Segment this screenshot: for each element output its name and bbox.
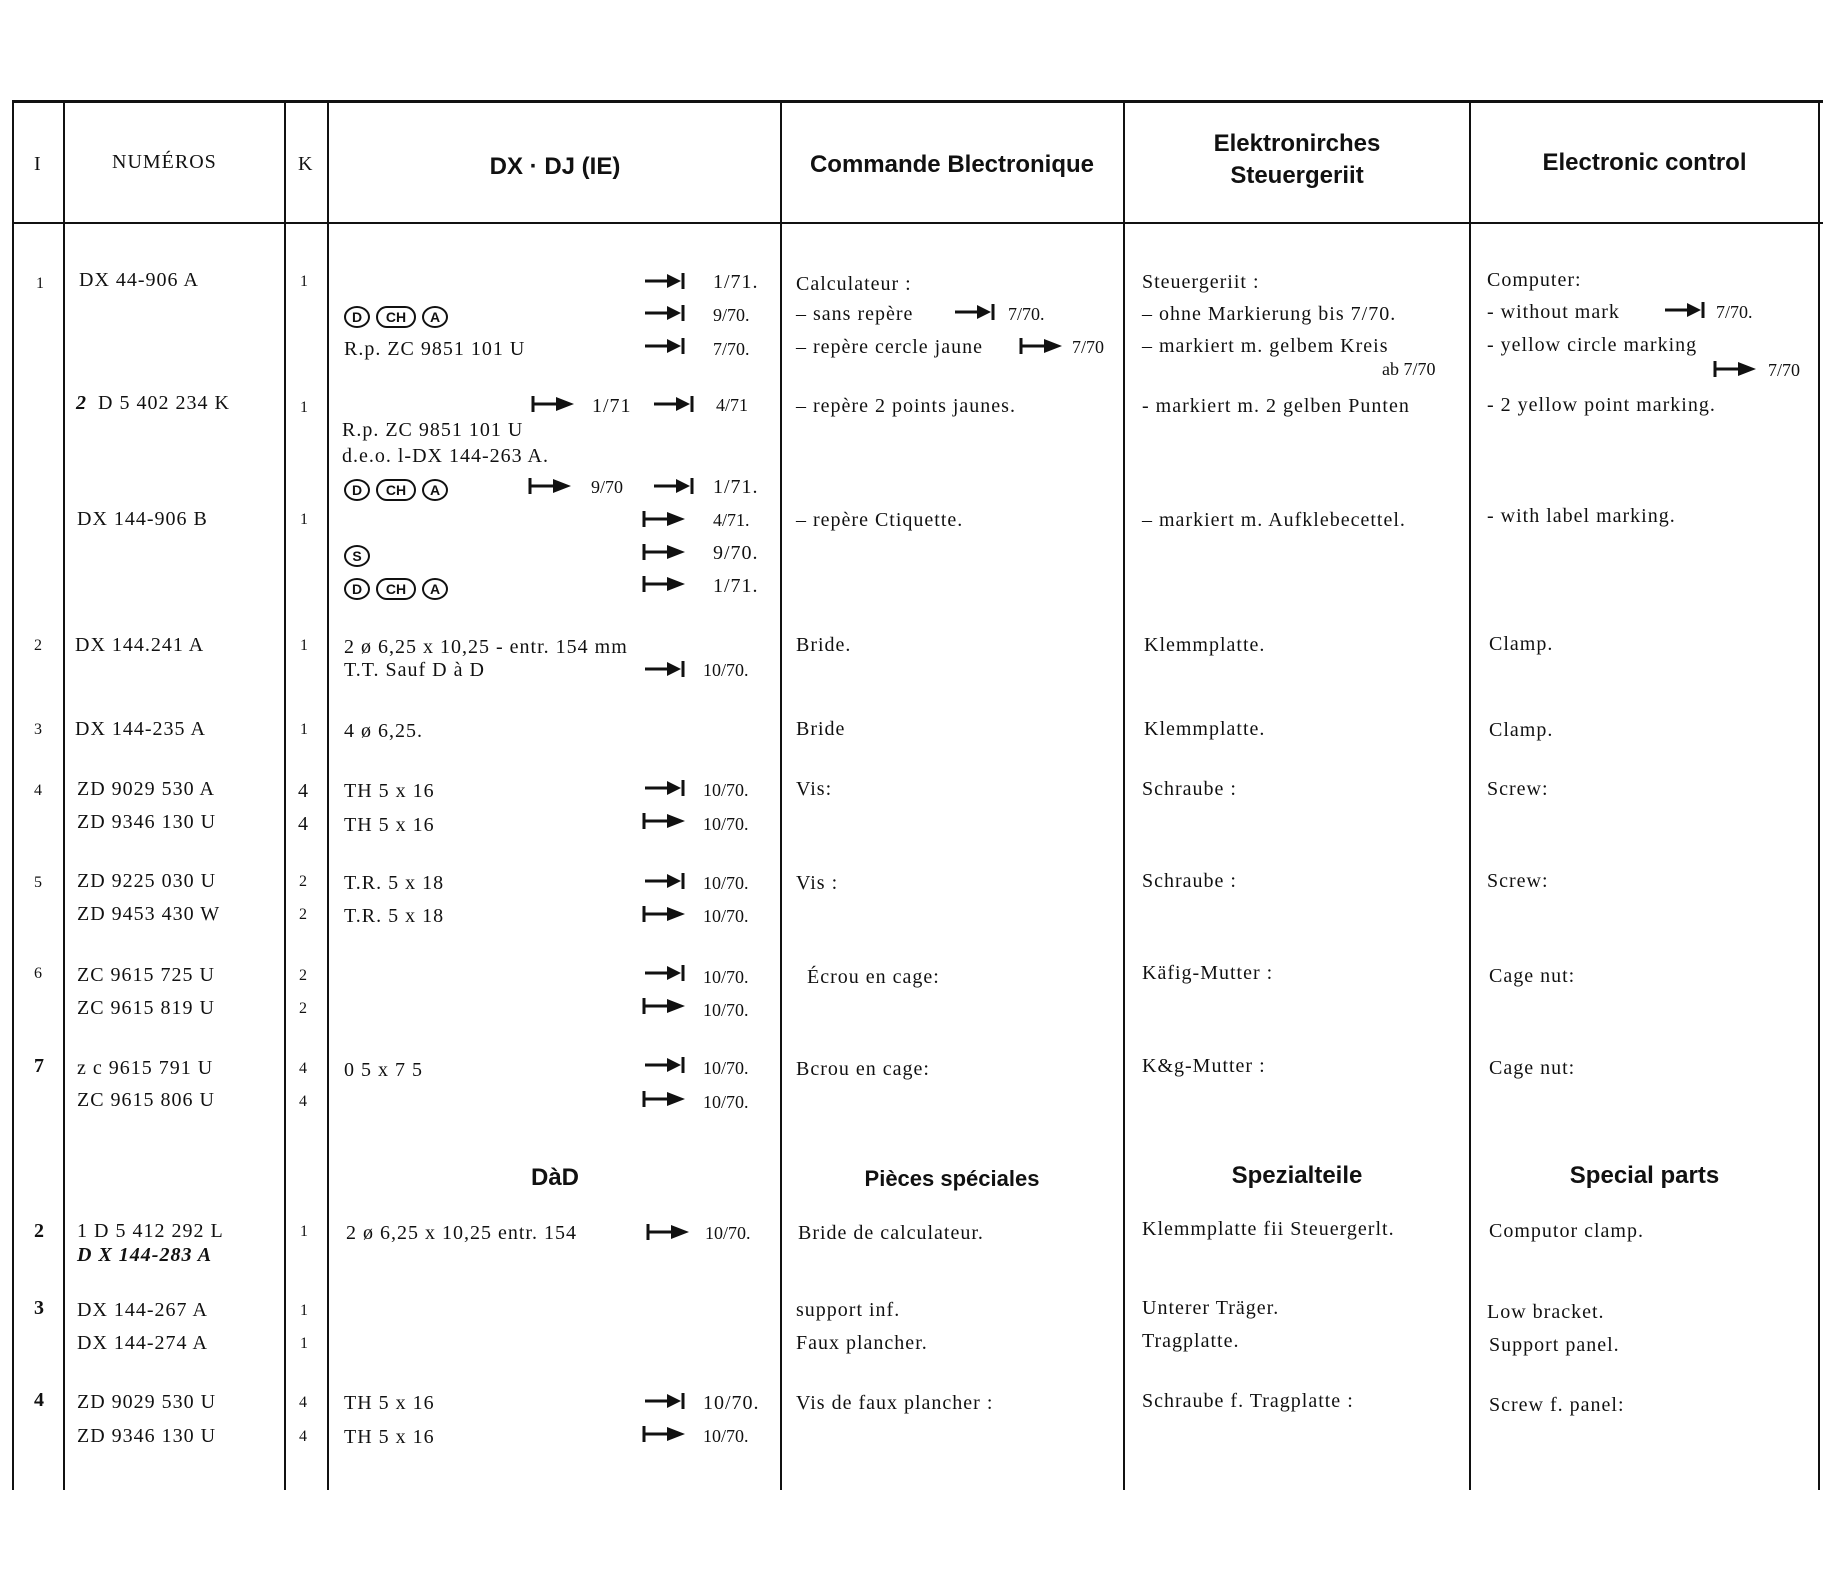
row1-part-number: DX 44-906 A [79,269,199,291]
special-title-model: DàD [530,1164,579,1191]
bar-to-arrow-icon [645,1222,691,1242]
row6-fr: Écrou en cage: [807,966,940,988]
special2-part-number-1: 1 D 5 412 292 L [77,1220,224,1242]
row7-spec: 0 5 x 7 5 [344,1059,423,1081]
special2-qty: 1 [300,1223,309,1240]
row2-fr: Bride. [796,634,852,656]
row1-en-line3-date: 7/70 [1768,360,1801,380]
row1b-date4: 1/71. [713,476,759,498]
arrow-to-bar-icon [643,271,689,291]
row1b-country-marks [344,479,454,501]
row5-en: Screw: [1487,870,1549,892]
bar-to-arrow-icon [1018,336,1064,356]
row1-de-line1: Steuergeriit : [1142,271,1260,293]
row6-part-number-1: ZC 9615 725 U [77,964,215,986]
arrow-to-bar-icon [643,778,689,798]
row1c-qty: 1 [300,511,309,528]
row6-en: Cage nut: [1489,965,1576,987]
row1b-replacement-part: R.p. ZC 9851 101 U [342,419,524,441]
special2-en: Computor clamp. [1489,1220,1644,1242]
col-border-i [63,100,65,1490]
row4-part-number-1: ZD 9029 530 A [77,778,215,800]
col-border-model [780,100,782,1490]
row7-qty-2: 4 [299,1093,308,1110]
bar-to-arrow-icon [641,996,687,1016]
arrow-to-bar-icon [643,303,689,323]
row4-spec-2: TH 5 x 16 [344,814,435,836]
row6-qty-2: 2 [299,1000,308,1017]
row5-date-2: 10/70. [703,906,749,926]
row4-date-1: 10/70. [703,780,749,800]
country-mark-a: A [422,479,448,501]
arrow-to-bar-icon [652,394,698,414]
row4-spec-1: TH 5 x 16 [344,780,435,802]
row1c-en: - with label marking. [1487,505,1676,527]
row1-date3: 7/70. [713,339,750,359]
row1-fr-line3: – repère cercle jaune [796,336,983,358]
row1-date2: 9/70. [713,305,750,325]
country-mark-ch: CH [376,479,416,501]
bar-to-arrow-icon [1712,359,1758,379]
special4-de: Schraube f. Tragplatte : [1142,1390,1354,1412]
row1-en-line1: Computer: [1487,269,1582,291]
row5-qty-2: 2 [299,906,308,923]
row7-de: K&g-Mutter : [1142,1055,1266,1077]
row1-replacement-part: R.p. ZC 9851 101 U [344,338,526,360]
special4-part-number-2: ZD 9346 130 U [77,1425,217,1447]
special3-part-number-2: DX 144-274 A [77,1332,208,1354]
row6-date-1: 10/70. [703,967,749,987]
special2-de: Klemmplatte fii Steuergerlt. [1142,1218,1395,1240]
row7-part-number-1: z c 9615 791 U [77,1057,214,1079]
row7-index: 7 [34,1055,45,1077]
row6-qty-1: 2 [299,967,308,984]
special4-spec-2: TH 5 x 16 [344,1426,435,1448]
col-border-left [12,100,14,1490]
row2-part-number: DX 144.241 A [75,634,205,656]
row6-part-number-2: ZC 9615 819 U [77,997,215,1019]
country-mark-ch: CH [376,306,416,328]
special3-fr-1: support inf. [796,1299,901,1321]
row5-fr: Vis : [796,872,839,894]
row3-part-number: DX 144-235 A [75,718,206,740]
header-col-k: K [298,153,314,175]
arrow-to-bar-icon [643,336,689,356]
country-mark-d: D [344,306,370,328]
bar-to-arrow-icon [641,904,687,924]
country-mark-s: S [344,545,370,567]
special-title-de: Spezialteile [1231,1162,1363,1189]
row7-fr: Bcrou en cage: [796,1058,930,1080]
row1b-index: 2 [76,392,87,414]
row2-spec: 2 ø 6,25 x 10,25 - entr. 154 mm [344,636,628,658]
row7-qty-1: 4 [299,1060,308,1077]
row4-qty-2: 4 [298,813,309,835]
row1c-country-marks [344,578,454,600]
special4-en: Screw f. panel: [1489,1394,1625,1416]
special2-date: 10/70. [705,1223,751,1243]
row5-qty-1: 2 [299,873,308,890]
row4-index: 4 [34,782,43,799]
row1b-part-number: D 5 402 234 K [98,392,230,414]
bar-to-arrow-icon [530,394,576,414]
row1c-part-number: DX 144-906 B [77,508,208,530]
arrow-to-bar-icon [643,1055,689,1075]
row1c-fr: – repère Ctiquette. [796,509,964,531]
row3-en: Clamp. [1489,719,1554,741]
row4-date-2: 10/70. [703,814,749,834]
bar-to-arrow-icon [641,1424,687,1444]
col-border-right [1818,100,1820,1490]
row2-spec2: T.T. Sauf D à D [344,659,485,681]
special3-de-1: Unterer Träger. [1142,1297,1280,1319]
bar-to-arrow-icon [527,476,573,496]
special3-de-2: Tragplatte. [1142,1330,1240,1352]
row7-date-2: 10/70. [703,1092,749,1112]
row4-part-number-2: ZD 9346 130 U [77,811,217,833]
row2-index: 2 [34,637,43,654]
special2-fr: Bride de calculateur. [798,1222,984,1244]
row1-fr-line3-date: 7/70 [1072,337,1105,357]
special3-index: 3 [34,1297,45,1319]
row1-qty: 1 [300,273,309,290]
row5-de: Schraube : [1142,870,1237,892]
row5-spec-1: T.R. 5 x 18 [344,872,445,894]
row3-fr: Bride [796,718,846,740]
header-col-fr: Commande Blectronique [809,151,1095,178]
special2-part-number-2: D X 144-283 A [77,1244,213,1266]
row1-de-line3: – markiert m. gelbem Kreis [1142,335,1389,357]
arrow-to-bar-icon [643,1391,689,1411]
special3-en-1: Low bracket. [1487,1301,1605,1323]
row1b-deo: d.e.o. l-DX 144-263 A. [342,445,549,467]
row7-date-1: 10/70. [703,1058,749,1078]
special2-index: 2 [34,1220,45,1242]
special4-date-2: 10/70. [703,1426,749,1446]
row1-en-line2-date: 7/70. [1716,302,1753,322]
col-border-fr [1123,100,1125,1490]
row3-qty: 1 [300,721,309,738]
row1-country-marks [344,306,454,328]
col-border-k [327,100,329,1490]
row4-en: Screw: [1487,778,1549,800]
special2-spec: 2 ø 6,25 x 10,25 entr. 154 [346,1222,577,1244]
row1c-date3: 1/71. [713,575,759,597]
special3-fr-2: Faux plancher. [796,1332,928,1354]
row1-fr-line2: – sans repère [796,303,914,325]
country-mark-d: D [344,578,370,600]
col-border-de [1469,100,1471,1490]
header-col-de-line1: Elektronirches [1213,130,1381,157]
row2-qty: 1 [300,637,309,654]
special4-qty-1: 4 [299,1394,308,1411]
row1b-date1: 1/71 [592,395,632,417]
header-col-en: Electronic control [1542,149,1747,176]
row5-part-number-1: ZD 9225 030 U [77,870,217,892]
row2-date: 10/70. [703,660,749,680]
row1-de-line2: – ohne Markierung bis 7/70. [1142,303,1397,325]
special4-fr: Vis de faux plancher : [796,1392,994,1414]
country-mark-a: A [422,578,448,600]
row1-date1: 1/71. [713,271,759,293]
bar-to-arrow-icon [641,509,687,529]
row3-de: Klemmplatte. [1144,718,1266,740]
header-col-i: I [34,153,42,175]
row1-fr-line2-date: 7/70. [1008,304,1045,324]
row5-index: 5 [34,874,43,891]
row1-de-line3b: ab 7/70 [1382,359,1436,379]
country-mark-ch: CH [376,578,416,600]
row3-spec: 4 ø 6,25. [344,720,423,742]
row1c-date1: 4/71. [713,510,750,530]
row1b-fr: – repère 2 points jaunes. [796,395,1016,417]
special3-qty-2: 1 [300,1335,309,1352]
special4-part-number-1: ZD 9029 530 U [77,1391,217,1413]
row5-part-number-2: ZD 9453 430 W [77,903,221,925]
header-col-numeros: NUMÉROS [112,151,217,173]
row5-spec-2: T.R. 5 x 18 [344,905,445,927]
row1b-de: - markiert m. 2 gelben Punten [1142,395,1410,417]
special4-qty-2: 4 [299,1428,308,1445]
row4-de: Schraube : [1142,778,1237,800]
row1c-de: – markiert m. Aufklebecettel. [1142,509,1406,531]
header-col-de-line2: Steuergeriit [1230,162,1364,189]
arrow-to-bar-icon [953,302,999,322]
special4-date-1: 10/70. [703,1392,760,1414]
row6-de: Käfig-Mutter : [1142,962,1274,984]
country-mark-a: A [422,306,448,328]
bar-to-arrow-icon [641,811,687,831]
bar-to-arrow-icon [641,1089,687,1109]
row1b-date2: 4/71 [716,395,749,415]
bar-to-arrow-icon [641,574,687,594]
row2-de: Klemmplatte. [1144,634,1266,656]
row7-en: Cage nut: [1489,1057,1576,1079]
row1b-date3: 9/70 [591,477,624,497]
special3-en-2: Support panel. [1489,1334,1620,1356]
col-border-numeros [284,100,286,1490]
row1b-qty: 1 [300,399,309,416]
row2-en: Clamp. [1489,633,1554,655]
special4-index: 4 [34,1389,45,1411]
arrow-to-bar-icon [643,963,689,983]
row3-index: 3 [34,721,43,738]
row6-date-2: 10/70. [703,1000,749,1020]
special3-part-number-1: DX 144-267 A [77,1299,208,1321]
arrow-to-bar-icon [643,659,689,679]
row1-en-line3: - yellow circle marking [1487,334,1698,356]
country-mark-d: D [344,479,370,501]
row6-index: 6 [34,965,43,982]
header-col-model: DX · DJ (IE) [489,153,621,180]
arrow-to-bar-icon [643,871,689,891]
special3-qty-1: 1 [300,1302,309,1319]
arrow-to-bar-icon [652,476,698,496]
row5-date-1: 10/70. [703,873,749,893]
row4-fr: Vis: [796,778,833,800]
arrow-to-bar-icon [1663,300,1709,320]
special4-spec-1: TH 5 x 16 [344,1392,435,1414]
row7-part-number-2: ZC 9615 806 U [77,1089,215,1111]
row1b-en: - 2 yellow point marking. [1487,394,1716,416]
row4-qty-1: 4 [298,780,309,802]
row1c-date2: 9/70. [713,542,759,564]
row1-en-line2: - without mark [1487,301,1620,323]
row1-index: 1 [36,275,45,292]
special-title-fr: Pièces spéciales [864,1166,1040,1191]
special-title-en: Special parts [1569,1162,1720,1189]
bar-to-arrow-icon [641,542,687,562]
row1-fr-line1: Calculateur : [796,273,912,295]
